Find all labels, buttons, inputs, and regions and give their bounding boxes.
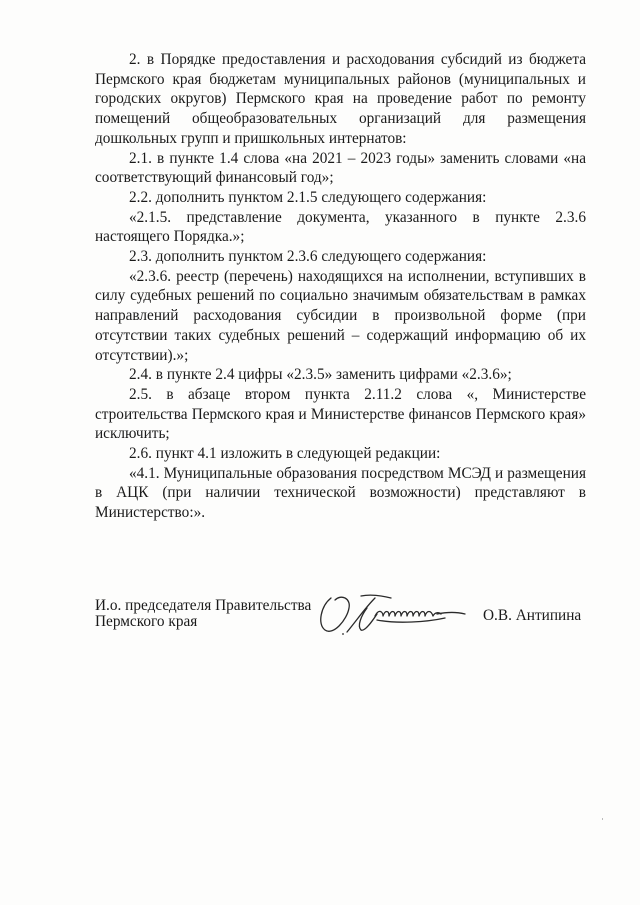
paragraph-2-4: 2.4. в пункте 2.4 цифры «2.3.5» заменить цифрами «2.3.6»; bbox=[129, 366, 512, 384]
paragraph-2-2: 2.2. дополнить пунктом 2.1.5 следующего содержания: bbox=[129, 188, 487, 206]
paragraph-4-1: «4.1. Муниципальные образования посредством МСЭД и размещения в АЦК (при наличии технической возможности) представляют в Министерство:». bbox=[95, 464, 586, 522]
paragraph-2-3: 2.3. дополнить пунктом 2.3.6 следующего содержания: bbox=[129, 248, 487, 266]
paragraph-2-5: 2.5. в абзаце втором пункта 2.11.2 слова «, Министерстве строительства Пермского края и Министерстве финансов Пермского края» исключить; bbox=[95, 385, 586, 443]
signatory-name: О.В. Антипина bbox=[483, 607, 582, 624]
paragraph-2-3-6: «2.3.6. реестр (перечень) находящихся на исполнении, вступивших в силу судебных решений по социально значимым обязательствам в рамках направлений расходования субсидии в произвольной форме (при отсутствии таких судебных решений – содержащий информацию об их отсутствии).»; bbox=[95, 267, 586, 364]
signatory-title-line2: Пермского края bbox=[95, 613, 198, 630]
scan-speck bbox=[602, 818, 603, 820]
signatory-title-line1: И.о. председателя Правительства bbox=[95, 597, 312, 614]
handwritten-signature bbox=[317, 590, 487, 638]
document-body bbox=[95, 50, 586, 523]
signature-block bbox=[95, 598, 586, 638]
signatory-title bbox=[95, 598, 311, 630]
paragraph-2: 2. в Порядке предоставления и расходования субсидий из бюджета Пермского края бюджетам муниципальных районов (муниципальных и городских округов) Пермского края на проведение работ по ремонту помещений общеобразовательных организаций для размещения дошкольных групп и пришкольных интернатов: bbox=[95, 51, 586, 147]
paragraph-2-1: 2.1. в пункте 1.4 слова «на 2021 – 2023 годы» заменить словами «на соответствующий финансовый год»; bbox=[95, 149, 586, 187]
paragraph-2-1-5: «2.1.5. представление документа, указанного в пункте 2.3.6 настоящего Порядка.»; bbox=[95, 208, 586, 246]
paragraph-2-6: 2.6. пункт 4.1 изложить в следующей редакции: bbox=[129, 445, 441, 463]
